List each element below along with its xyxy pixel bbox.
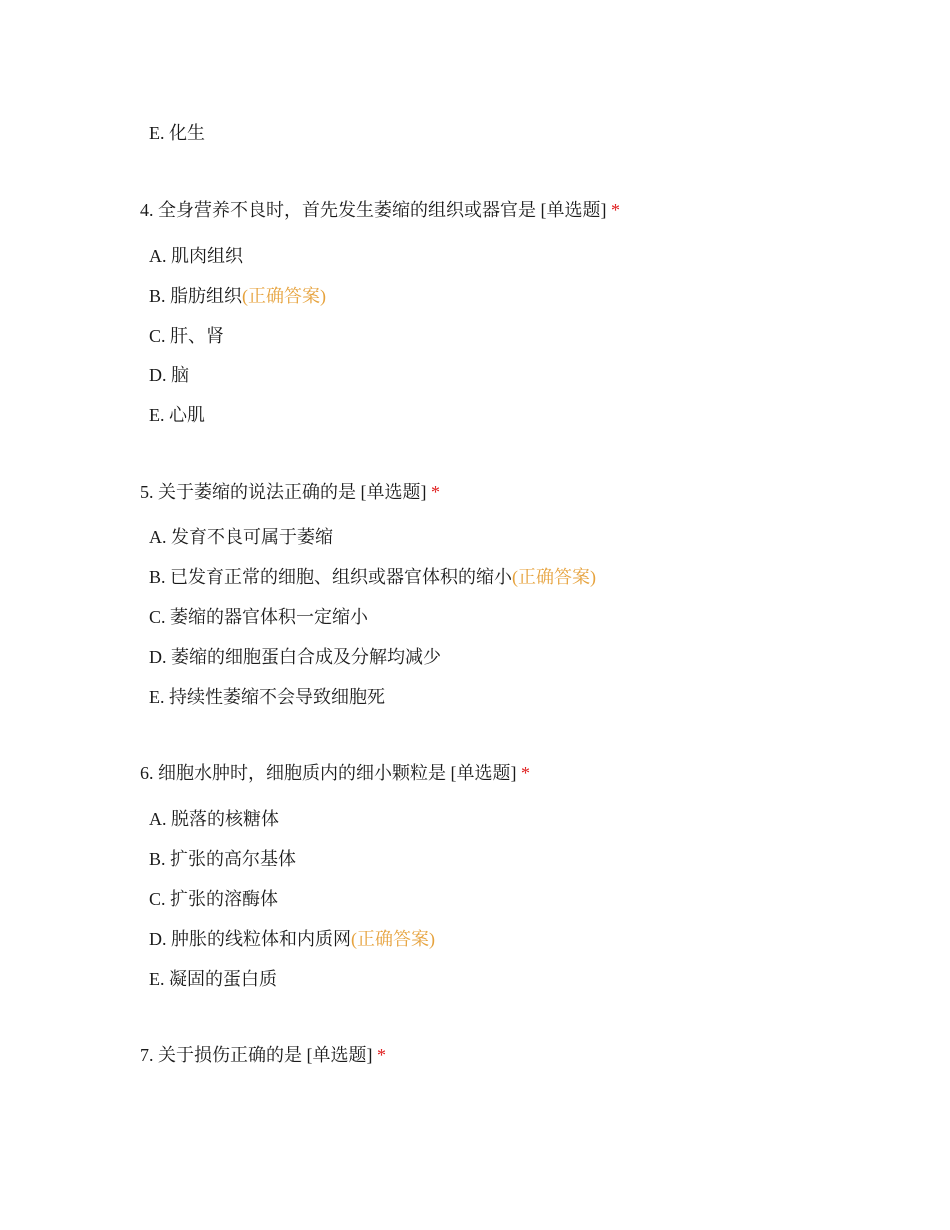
required-mark: * — [611, 200, 620, 220]
option-6d[interactable]: D. 肿胀的线粒体和内质网(正确答案) — [149, 929, 435, 949]
question-title-5: 5. 关于萎缩的说法正确的是 [单选题] * — [140, 482, 440, 502]
required-mark: * — [521, 763, 530, 783]
option-4a[interactable]: A. 肌肉组织 — [149, 246, 243, 266]
question-title-7: 7. 关于损伤正确的是 [单选题] * — [140, 1045, 386, 1065]
option-4e[interactable]: E. 心肌 — [149, 405, 205, 425]
option-5a[interactable]: A. 发育不良可属于萎缩 — [149, 527, 333, 547]
option-6c[interactable]: C. 扩张的溶酶体 — [149, 889, 279, 909]
required-mark: * — [377, 1045, 386, 1065]
option-6a[interactable]: A. 脱落的核糖体 — [149, 809, 279, 829]
option-4d[interactable]: D. 脑 — [149, 365, 189, 385]
correct-answer-tag: (正确答案) — [512, 567, 597, 587]
correct-answer-tag: (正确答案) — [242, 286, 327, 306]
option-4b[interactable]: B. 脂肪组织(正确答案) — [149, 286, 327, 306]
option-6b[interactable]: B. 扩张的高尔基体 — [149, 849, 297, 869]
question-title-6: 6. 细胞水肿时，细胞质内的细小颗粒是 [单选题] * — [140, 763, 530, 783]
option-3e[interactable]: E. 化生 — [149, 123, 205, 143]
correct-answer-tag: (正确答案) — [351, 929, 435, 949]
question-title-4: 4. 全身营养不良时，首先发生萎缩的组织或器官是 [单选题] * — [140, 200, 620, 220]
option-5d[interactable]: D. 萎缩的细胞蛋白合成及分解均减少 — [149, 647, 441, 667]
required-mark: * — [431, 482, 440, 502]
option-5b[interactable]: B. 已发育正常的细胞、组织或器官体积的缩小(正确答案) — [149, 567, 597, 587]
option-5e[interactable]: E. 持续性萎缩不会导致细胞死 — [149, 687, 385, 707]
option-4c[interactable]: C. 肝、肾 — [149, 326, 225, 346]
option-5c[interactable]: C. 萎缩的器官体积一定缩小 — [149, 607, 369, 627]
option-6e[interactable]: E. 凝固的蛋白质 — [149, 969, 277, 989]
